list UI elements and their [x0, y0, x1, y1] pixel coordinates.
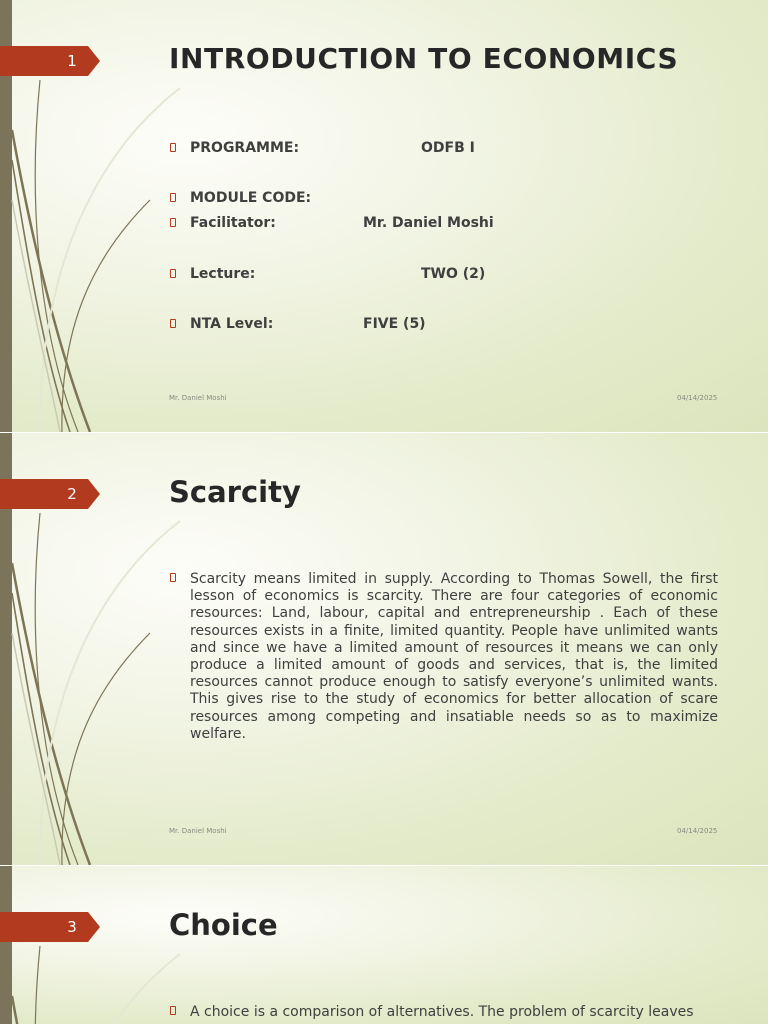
info-label: MODULE CODE: [190, 190, 312, 206]
info-value: Mr. Daniel Moshi [363, 215, 494, 231]
bullet-paragraph [170, 1004, 720, 1021]
footer-date: 04/14/2025 [677, 394, 718, 402]
info-label: NTA Level: [190, 316, 274, 332]
slide-3 [0, 866, 768, 1024]
bullet-paragraph [170, 571, 720, 743]
footer-date: 04/14/2025 [677, 827, 718, 835]
footer-author: Mr. Daniel Moshi [169, 394, 227, 402]
bullet-icon [170, 1006, 176, 1015]
slide-title: Choice [169, 908, 278, 942]
slide-2 [0, 433, 768, 865]
slide-title: INTRODUCTION TO ECONOMICS [169, 42, 679, 75]
info-label: PROGRAMME: [190, 140, 300, 156]
slide-number: 3 [67, 918, 77, 936]
bullet-icon [170, 193, 176, 202]
slide-number-tag [0, 46, 100, 76]
info-value: TWO (2) [421, 266, 486, 282]
bullet-icon [170, 269, 176, 278]
slide-1 [0, 0, 768, 432]
info-label: Facilitator: [190, 215, 276, 231]
paragraph-text: A choice is a comparison of alternatives. The problem of scarcity leaves [190, 1004, 694, 1020]
slide-number: 1 [67, 52, 77, 70]
info-value: FIVE (5) [363, 316, 426, 332]
bullet-icon [170, 143, 176, 152]
slide-number: 2 [67, 485, 77, 503]
slide-number-tag [0, 479, 100, 509]
info-label: Lecture: [190, 266, 256, 282]
swoosh-decoration [0, 866, 200, 1024]
paragraph-text: Scarcity means limited in supply. According to Thomas Sowell, the first lesson of economics is scarcity. There are four categories of economic resources: Land, labour, capital and entrepreneurship . Each of these resources exists in a finite, limited quantity. People have unlimited wants and since we have a limited amount of resources it means we can only produce a limited amount of goods and services, that is, the limited resources cannot produce enough to satisfy everyone’s unlimited wants. This gives rise to the study of economics for better allocation of scare resources among competing and insatiable needs so as to maximize welfare. [190, 571, 718, 742]
bullet-icon [170, 319, 176, 328]
bullet-icon [170, 218, 176, 227]
info-value: ODFB I [421, 140, 475, 156]
footer-author: Mr. Daniel Moshi [169, 827, 227, 835]
slide-title: Scarcity [169, 475, 301, 509]
slide-number-tag [0, 912, 100, 942]
bullet-icon [170, 573, 176, 582]
